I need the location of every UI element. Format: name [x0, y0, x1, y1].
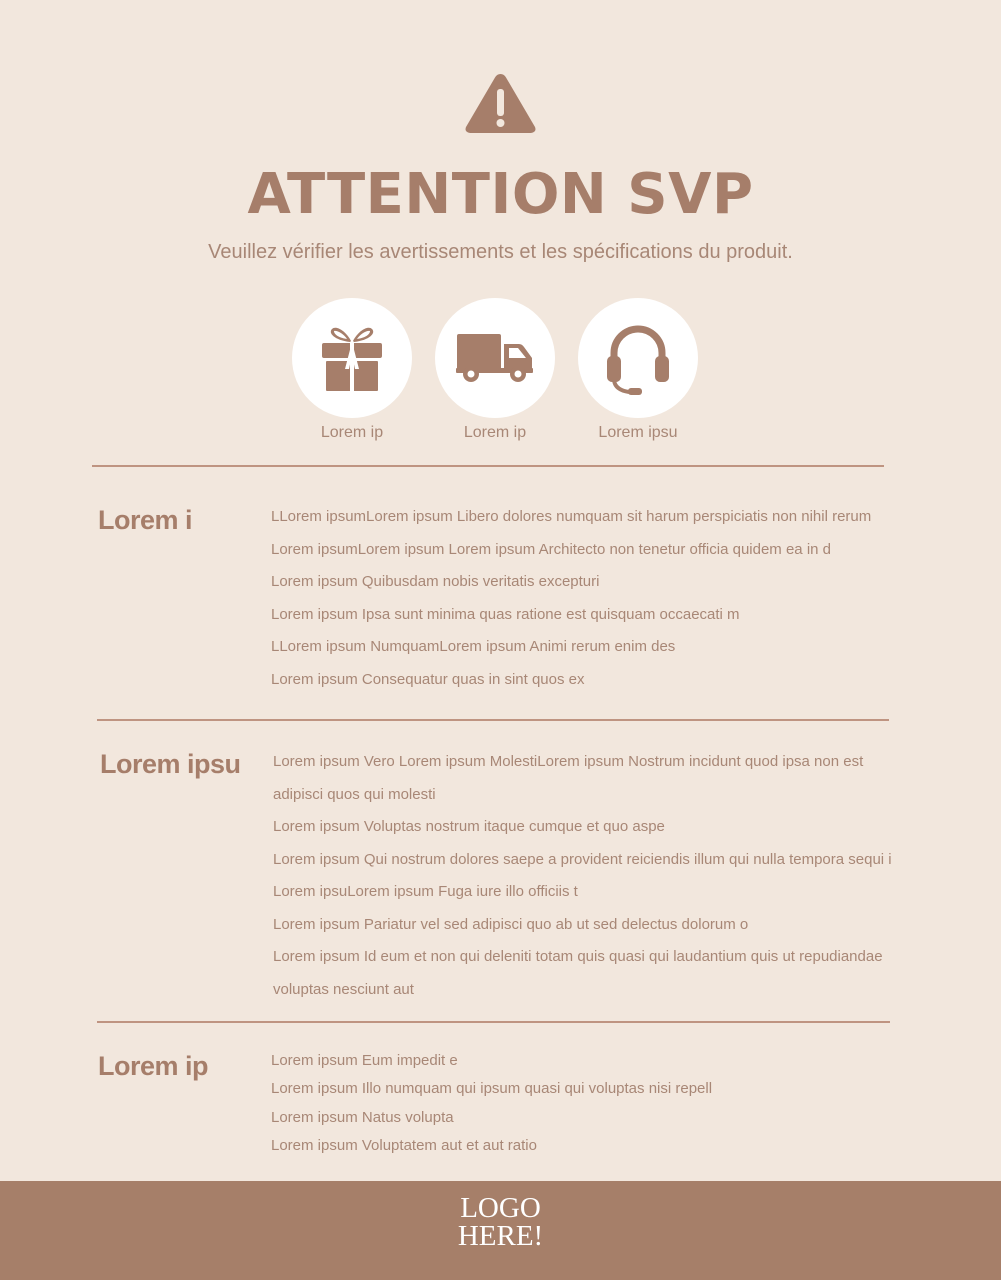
- section-line: Lorem ipsum Qui nostrum dolores saepe a provident reiciendis illum qui nulla tempora sequi i: [273, 850, 892, 868]
- section-line: Lorem ipsum Consequatur quas in sint quos ex: [271, 670, 585, 688]
- section-lines: [271, 1047, 712, 1161]
- delivery-truck-icon: [455, 330, 535, 386]
- section-line: Lorem ipsum Ipsa sunt minima quas ratione est quisquam occaecati m: [271, 605, 740, 623]
- divider: [97, 719, 889, 721]
- section-line: adipisci quos qui molesti: [273, 785, 436, 803]
- section-line: LLorem ipsumLorem ipsum Libero dolores numquam sit harum perspiciatis non nihil rerum: [271, 508, 872, 525]
- section-line: Lorem ipsumLorem ipsum Lorem ipsum Architecto non tenetur officia quidem ea in d: [271, 540, 832, 558]
- feature-circle: [578, 298, 698, 418]
- section-line: Lorem ipsum Quibusdam nobis veritatis excepturi: [271, 573, 600, 590]
- section-lines: [271, 501, 871, 696]
- section-line: Lorem ipsum Vero Lorem ipsum MolestiLorem ipsum Nostrum incidunt quod ipsa non est: [273, 753, 864, 770]
- section-line: Lorem ipsum Eum impedit e: [271, 1052, 458, 1069]
- headset-icon: [603, 318, 673, 398]
- logo-placeholder: [0, 1194, 1001, 1250]
- feature-support: [578, 298, 698, 442]
- divider: [92, 465, 884, 467]
- section-title: Lorem i: [98, 505, 193, 535]
- section-line: Lorem ipsuLorem ipsum Fuga iure illo officiis t: [273, 883, 578, 900]
- section-line: Lorem ipsum Natus volupta: [271, 1108, 454, 1126]
- section-title: Lorem ipsu: [100, 749, 241, 779]
- logo-line: LOGO: [460, 1192, 541, 1224]
- footer-bar: [0, 1181, 1001, 1280]
- feature-delivery: [435, 298, 555, 442]
- logo-line: HERE!: [457, 1220, 544, 1252]
- feature-label: Lorem ip: [320, 424, 384, 441]
- section-line: Lorem ipsum Id eum et non qui deleniti totam quis quasi qui laudantium quis ut repudiandae: [273, 948, 883, 965]
- section-line: Lorem ipsum Voluptas nostrum itaque cumque et quo aspe: [273, 818, 665, 835]
- section-line: voluptas nesciunt aut: [273, 980, 414, 998]
- feature-gift: [292, 298, 412, 442]
- section-line: Lorem ipsum Illo numquam qui ipsum quasi qui voluptas nisi repell: [271, 1080, 713, 1098]
- section-line: LLorem ipsum NumquamLorem ipsum Animi rerum enim des: [271, 638, 676, 655]
- section-title: Lorem ip: [98, 1051, 209, 1081]
- feature-label: Lorem ip: [463, 424, 527, 441]
- feature-label: Lorem ipsu: [598, 424, 678, 441]
- section-line: Lorem ipsum Pariatur vel sed adipisci quo ab ut sed delectus dolorum o: [273, 915, 749, 933]
- page-subtitle: Veuillez vérifier les avertissements et les spécifications du produit.: [208, 241, 793, 263]
- section-line: Lorem ipsum Voluptatem aut et aut ratio: [271, 1137, 537, 1155]
- section-lines: [273, 746, 892, 1006]
- divider: [97, 1021, 890, 1023]
- feature-circle: [435, 298, 555, 418]
- gift-icon: [320, 323, 384, 393]
- feature-circle: [292, 298, 412, 418]
- warning-triangle-icon: [463, 70, 538, 136]
- page-title: ATTENTION SVP: [247, 162, 754, 227]
